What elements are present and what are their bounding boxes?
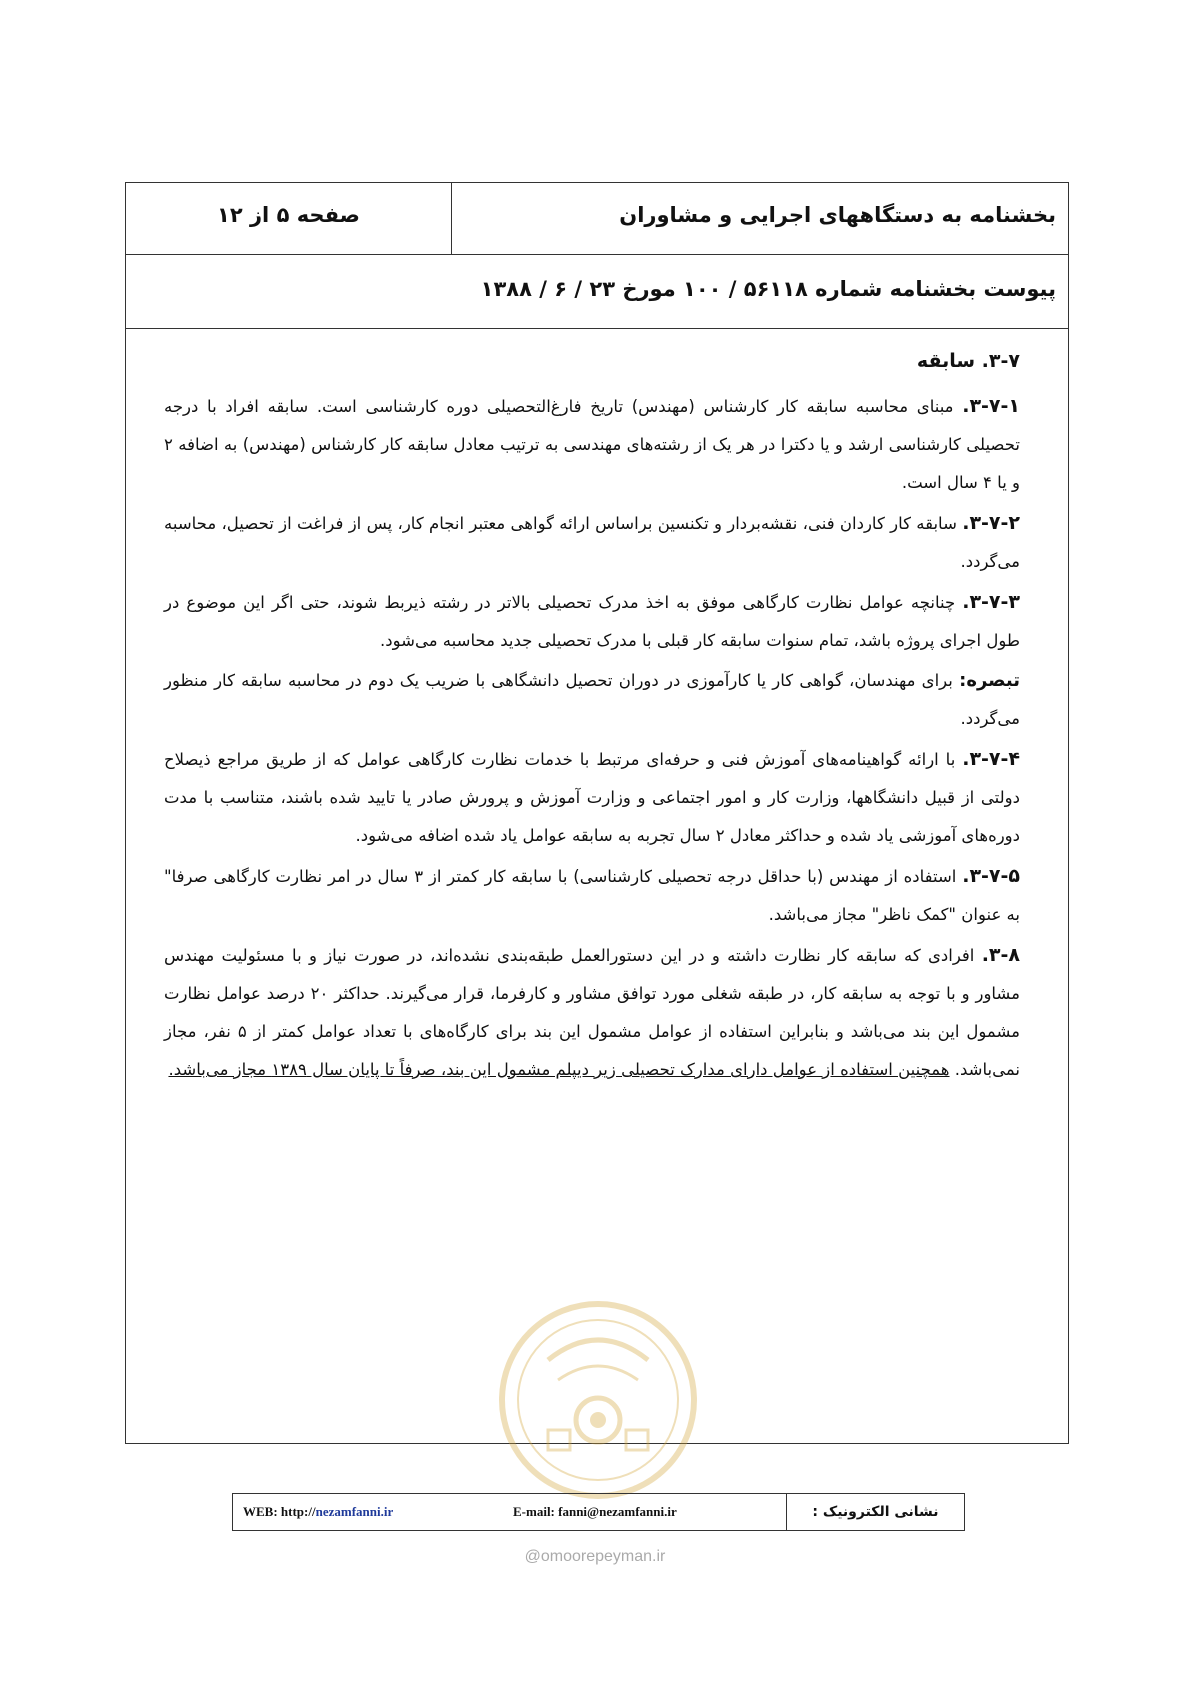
paragraph-3-7-1 <box>164 387 1020 502</box>
paragraph-number: ۳-۷-۳. <box>962 591 1020 613</box>
document-frame <box>125 182 1069 1444</box>
email-link[interactable] <box>513 1494 677 1530</box>
paragraph-number: ۳-۸. <box>981 944 1020 966</box>
paragraph-number: ۳-۷-۴. <box>962 748 1020 770</box>
paragraph-text: افرادی که سابقه کار نظارت داشته و در این دستورالعمل طبقه‌بندی نشده‌اند، در صورت نیاز و با مسئولیت مهندس مشاور و با توجه به سابقه کار، در طبقه شغلی مورد توافق مشاور و کارفرما، قرار می‌گیرند. حداکثر ۲۰ درصد عوامل نظارت مشمول این بند می‌باشد و بنابراین استفاده از عوامل مشمول این بند برای کارگاه‌های با تعداد عوامل کمتر از ۵ نفر، مجاز نمی‌باشد. <box>164 946 1020 1079</box>
header-row <box>126 183 1068 255</box>
note-label: تبصره: <box>959 670 1020 691</box>
paragraph-text: سابقه کار کاردان فنی، نقشه‌بردار و تکنسین براساس ارائه گواهی معتبر انجام کار، پس از فراغت از تحصیل، محاسبه می‌گردد. <box>164 514 1020 571</box>
circular-reference: پیوست بخشنامه شماره ۵۶۱۱۸ / ۱۰۰ مورخ ۲۳ / ۶ / ۱۳۸۸ <box>480 277 1056 301</box>
email-suffix: ni.ir <box>653 1504 677 1519</box>
paragraph-3-8 <box>164 936 1020 1089</box>
website-domain: nezamfanni.ir <box>315 1504 394 1519</box>
email-prefix: E-mail: fanni@nezamfan <box>513 1504 654 1519</box>
page-number: صفحه ۵ از ۱۲ <box>217 203 360 227</box>
paragraph-text: با ارائه گواهینامه‌های آموزش فنی و حرفه‌ای مرتبط با خدمات نظارت کارگاهی عوامل که از طریق مراجع ذیصلاح دولتی از قبیل دانشگاهها، وزارت کار و امور اجتماعی و وزارت آموزش و پرورش صادر یا تایید شده باشند، متناسب با مدت دوره‌های آموزشی یاد شده و حداکثر معادل ۲ سال تجربه به سابقه عوامل یاد شده اضافه می‌شود. <box>164 750 1020 845</box>
document-body <box>164 341 1020 1091</box>
paragraph-text: استفاده از مهندس (با حداقل درجه تحصیلی کارشناسی) با سابقه کار کمتر از ۳ سال در امر نظارت کارگاهی صرفا" به عنوان "کمک ناظر" مجاز می‌باشد. <box>164 867 1020 924</box>
paragraph-3-7-5 <box>164 857 1020 934</box>
footer-label: نشانی الکترونیک : <box>786 1494 964 1530</box>
paragraph-text: مبنای محاسبه سابقه کار کارشناس (مهندس) تاریخ فارغ‌التحصیلی دوره کارشناسی است. سابقه افراد با درجه تحصیلی کارشناسی ارشد و یا دکترا در هر یک از رشته‌های مهندسی به ترتیب معادل سابقه کار کارشناس (مهندس) به اضافه ۲ و یا ۴ سال است. <box>164 397 1020 492</box>
document-title: بخشنامه به دستگاههای اجرایی و مشاوران <box>619 203 1056 227</box>
paragraph-underlined-text: همچنین استفاده از عوامل دارای مدارک تحصیلی زیر دیپلم مشمول این بند، صرفاً تا پایان سال ۱۳۸۹ مجاز می‌باشد. <box>168 1060 950 1079</box>
paragraph-note <box>164 662 1020 738</box>
section-heading: ۳-۷. سابقه <box>916 350 1020 372</box>
website-prefix: WEB: http:// <box>243 1504 316 1519</box>
paragraph-text: چنانچه عوامل نظارت کارگاهی موفق به اخذ مدرک تحصیلی بالاتر در رشته ذیربط شوند، حتی اگر این موضوع در طول اجرای پروژه باشد، تمام سنوات سابقه کار قبلی با مدرک تحصیلی جدید محاسبه می‌شود. <box>164 593 1020 650</box>
paragraph-number: ۳-۷-۱. <box>962 395 1020 417</box>
paragraph-3-7-2 <box>164 504 1020 581</box>
paragraph-3-7-3 <box>164 583 1020 660</box>
site-credit: @omoorepeyman.ir <box>524 1548 666 1565</box>
header-divider <box>451 183 452 255</box>
website-link[interactable] <box>243 1494 393 1530</box>
paragraph-3-7-4 <box>164 740 1020 855</box>
paragraph-text: برای مهندسان، گواهی کار یا کارآموزی در دوران تحصیل دانشگاهی با ضریب یک دوم در محاسبه سابقه کار منظور می‌گردد. <box>164 671 1020 728</box>
paragraph-number: ۳-۷-۵. <box>962 865 1020 887</box>
footer-contact-table <box>232 1493 965 1531</box>
paragraph-number: ۳-۷-۲. <box>962 512 1020 534</box>
subheader-row <box>126 255 1068 329</box>
